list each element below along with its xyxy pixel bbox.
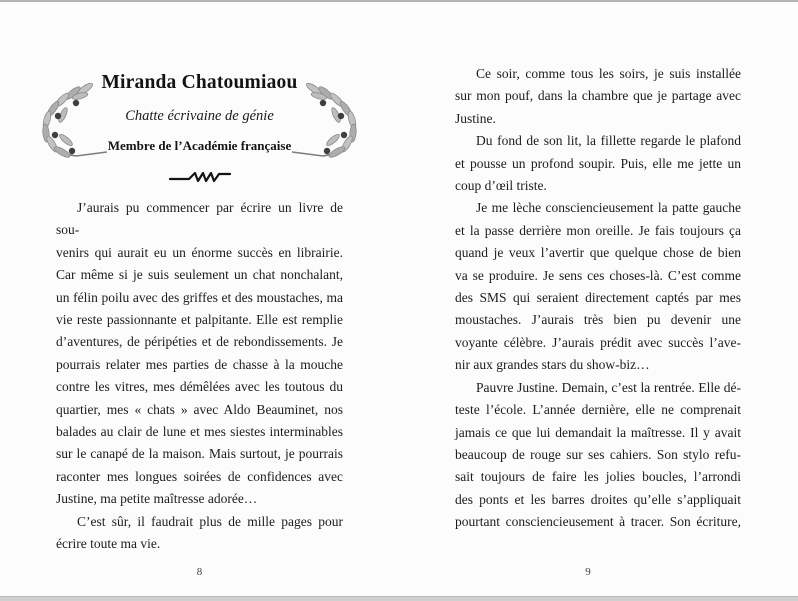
text-line: venirs qui aurait eu un énorme succès en librairie. <box>56 244 343 260</box>
text-line: J’aurais pu commencer par écrire un livre de sou- <box>56 200 343 238</box>
text-line: pourrais relater mes parties de chasse à la mouche <box>56 356 343 372</box>
text-line: beaucoup de rouge sur ses cahiers. Son stylo refu- <box>455 446 741 462</box>
page-number-right: 9 <box>585 566 591 578</box>
text-line: raconter mes longues soirées de confidences avec <box>56 468 343 484</box>
text-line: et pousse un profond soupir. Puis, elle me jette un <box>455 155 741 171</box>
text-line: quand je veux l’avertir que quelque chose de bien <box>455 245 741 261</box>
text-line: d’aventures, de péripéties et de rebondissements. Je <box>56 334 343 350</box>
text-line: vie reste passionnante et palpitante. Elle est remplie <box>56 312 343 328</box>
text-line: des ponts et les barres droites qu’elle s’appliquait <box>455 491 741 507</box>
text-line: Je me lèche consciencieusement la patte gauche <box>476 200 741 216</box>
scan-bottom-edge <box>0 596 798 601</box>
olive-branch-left-icon <box>32 82 110 170</box>
text-line: sait toujours de faire les jolies boucles, l’arrondi <box>455 469 741 485</box>
text-line: contre les vitres, mes démêlées avec les toutous du <box>56 379 343 395</box>
squiggle-divider-icon <box>56 170 343 191</box>
text-line: nir aux grandes stars du show-biz… <box>455 357 650 373</box>
text-line: Car même si je suis seulement un chat nonchalant, <box>56 267 343 283</box>
olive-branch-right-icon <box>289 82 367 170</box>
page-number-left: 8 <box>196 566 203 578</box>
text-line: balades au clair de lune et mes siestes interminables <box>56 424 343 440</box>
text-line: Justine, ma petite maîtresse adorée… <box>56 491 258 507</box>
left-page-body <box>56 197 343 556</box>
text-line: pourtant consciencieusement à tracer. Son écriture, <box>455 514 741 530</box>
text-line: moustaches. J’aurais très bien pu devenir une <box>455 312 741 328</box>
right-page-body <box>455 63 741 534</box>
text-line: jamais ce que lui demandait la maîtresse. Il y avait <box>455 424 741 440</box>
text-line: va se produire. Je sens ces choses-là. C’est comme <box>455 267 741 283</box>
author-name: Miranda Chatoumiaou <box>101 72 298 93</box>
text-line: sur le canapé de la maison. Mais surtout, je pourrais <box>56 446 343 462</box>
text-line: teste l’école. L’année dernière, elle ne comprenait <box>455 402 741 418</box>
text-line: et la passe derrière mon oreille. Je fais toujours ça <box>455 222 741 238</box>
text-line: Du fond de son lit, la fillette regarde le plafond <box>476 133 741 149</box>
text-line: des SMS qui seraient directement captés par mes <box>455 290 741 306</box>
text-line: Pauvre Justine. Demain, c’est la rentrée. Elle dé- <box>476 379 741 395</box>
text-line: quartier, mes « chats » avec Aldo Beauminet, nos <box>56 401 343 417</box>
text-line: C’est sûr, il faudrait plus de mille pages pour <box>77 513 343 529</box>
text-line: un félin poilu avec des griffes et des moustaches, ma <box>56 289 343 305</box>
scan-top-edge <box>0 0 798 2</box>
text-line: Ce soir, comme tous les soirs, je suis installée <box>476 66 741 81</box>
text-line: Justine. <box>455 110 496 126</box>
text-line: écrire toute ma vie. <box>56 536 161 552</box>
author-subtitle: Chatte écrivaine de génie <box>125 108 274 124</box>
author-affiliation: Membre de l’Académie française <box>107 138 292 153</box>
text-line: sur mon pouf, dans la chambre que je partage avec <box>455 88 741 104</box>
text-line: coup d’œil triste. <box>455 178 547 194</box>
text-line: voyante célèbre. J’aurais prédit avec succès l’ave- <box>455 334 741 350</box>
